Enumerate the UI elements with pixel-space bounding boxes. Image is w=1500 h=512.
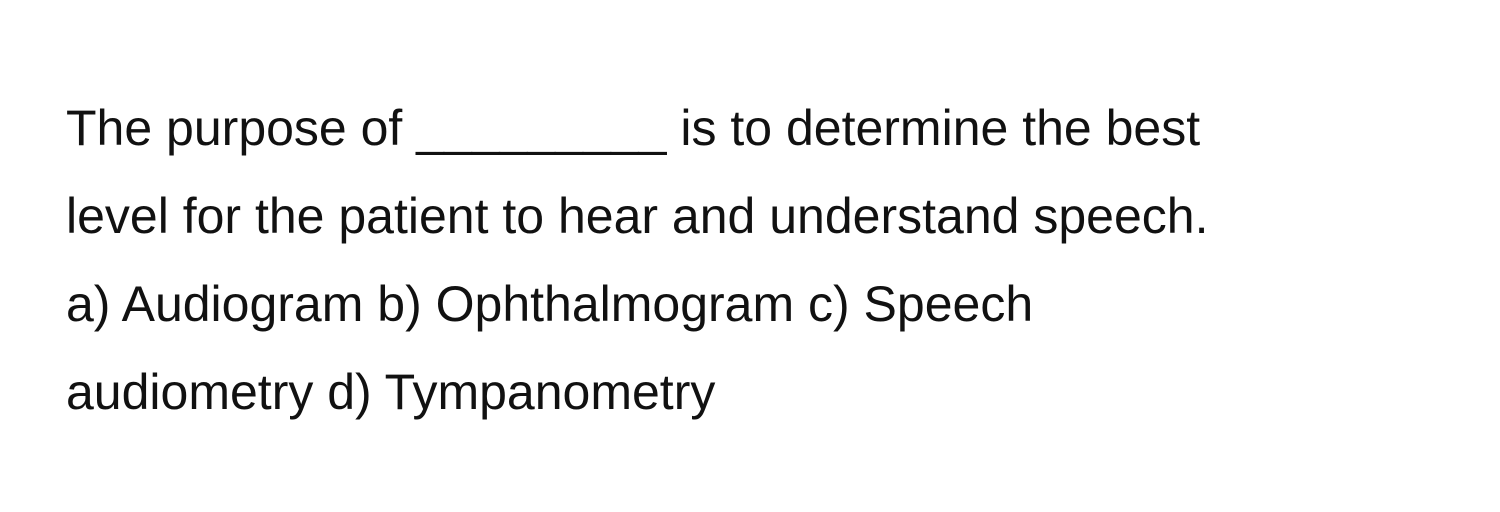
question-line-1: The purpose of _________ is to determine the best [66,100,1201,156]
answer-options-line-2: audiometry d) Tympanometry [66,364,716,420]
question-text [66,84,1456,436]
question-line-2: level for the patient to hear and understand speech. [66,188,1209,244]
answer-options-line-1: a) Audiogram b) Ophthalmogram c) Speech [66,276,1034,332]
